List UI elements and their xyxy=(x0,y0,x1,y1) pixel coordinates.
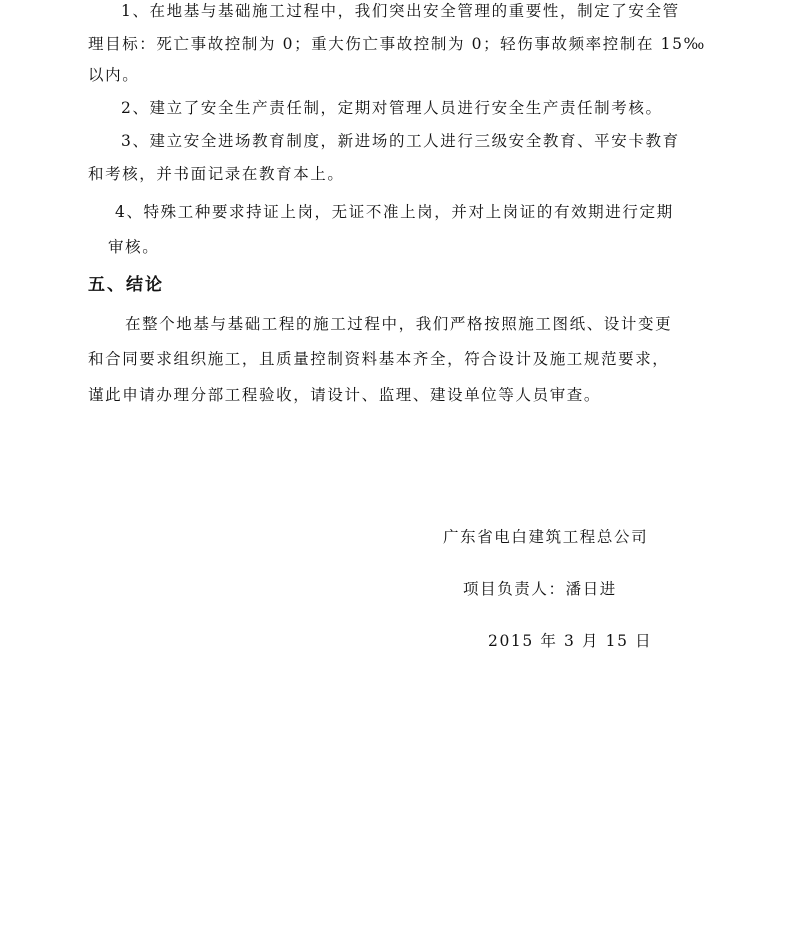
signature-responsible: 项目负责人：潘日进 xyxy=(463,580,617,598)
paragraph-1-line-1: 1、在地基与基础施工过程中，我们突出安全管理的重要性，制定了安全管 xyxy=(121,2,680,20)
paragraph-1-line-2: 理目标：死亡事故控制为 0；重大伤亡事故控制为 0；轻伤事故频率控制在 15‰ xyxy=(88,35,706,53)
paragraph-2-line-1: 2、建立了安全生产责任制，定期对管理人员进行安全生产责任制考核。 xyxy=(121,99,663,117)
paragraph-3-line-2: 和考核，并书面记录在教育本上。 xyxy=(88,165,345,183)
signature-date: 2015 年 3 月 15 日 xyxy=(488,632,653,650)
paragraph-1-line-3: 以内。 xyxy=(88,66,140,84)
paragraph-4-line-1: 4、特殊工种要求持证上岗，无证不准上岗，并对上岗证的有效期进行定期 xyxy=(115,203,674,221)
conclusion-line-3: 谨此申请办理分部工程验收，请设计、监理、建设单位等人员审查。 xyxy=(88,386,602,404)
paragraph-4-line-2: 审核。 xyxy=(108,238,160,256)
conclusion-line-1: 在整个地基与基础工程的施工过程中，我们严格按照施工图纸、设计变更 xyxy=(125,315,673,333)
paragraph-3-line-1: 3、建立安全进场教育制度，新进场的工人进行三级安全教育、平安卡教育 xyxy=(121,132,680,150)
conclusion-line-2: 和合同要求组织施工，且质量控制资料基本齐全，符合设计及施工规范要求， xyxy=(88,350,670,368)
signature-company: 广东省电白建筑工程总公司 xyxy=(443,528,649,546)
section-heading: 五、结论 xyxy=(88,275,164,295)
